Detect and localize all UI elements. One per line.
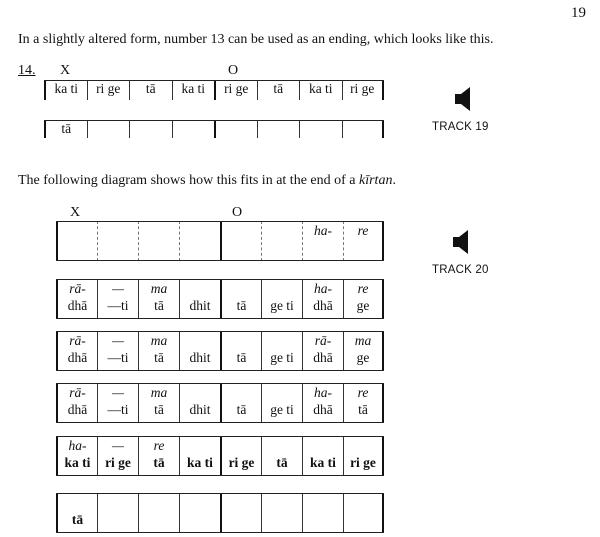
following-text: The following diagram shows how this fits in at the end of a bbox=[18, 173, 359, 188]
lyric-syllable: rā- bbox=[314, 333, 332, 348]
drum-syllable: ri ge bbox=[228, 455, 255, 470]
lyric-syllable: re bbox=[153, 438, 165, 453]
syllable: tā bbox=[273, 81, 284, 96]
grid-cell bbox=[56, 436, 97, 476]
grid-cell bbox=[172, 120, 215, 138]
grid-cell bbox=[97, 436, 138, 476]
grid-cell bbox=[97, 493, 138, 533]
grid-cell bbox=[97, 221, 138, 261]
lyric-syllable: rā- bbox=[69, 281, 86, 296]
grid-top-line bbox=[56, 436, 384, 437]
drum-syllable: dhā bbox=[313, 298, 333, 313]
diagram-o-mark: O bbox=[232, 205, 243, 220]
grid-cell bbox=[220, 493, 261, 533]
syllable: ri ge bbox=[224, 81, 249, 96]
grid-cell bbox=[172, 80, 215, 100]
grid-cell bbox=[302, 493, 343, 533]
drum-syllable: ri ge bbox=[105, 455, 131, 470]
drum-syllable: ka ti bbox=[187, 455, 213, 470]
grid-cell bbox=[302, 436, 343, 476]
lyric-syllable: rā- bbox=[69, 385, 86, 400]
grid-top-line bbox=[56, 383, 384, 384]
diagram-x-mark: X bbox=[70, 205, 81, 220]
grid-bottom-line bbox=[56, 422, 384, 423]
o-mark: O bbox=[228, 63, 239, 78]
speaker-icon[interactable] bbox=[454, 86, 472, 112]
x-mark: X bbox=[60, 63, 71, 78]
grid-cell bbox=[138, 331, 179, 371]
grid-cell bbox=[56, 221, 97, 261]
grid-cell bbox=[220, 383, 261, 423]
drum-syllable: tā bbox=[154, 298, 164, 313]
grid-bottom-line bbox=[56, 260, 384, 261]
grid-cell bbox=[261, 221, 302, 261]
grid-cell bbox=[56, 493, 97, 533]
lyric-syllable: ha- bbox=[314, 223, 332, 238]
grid-cell bbox=[302, 279, 343, 319]
grid-cell bbox=[261, 331, 302, 371]
track-20-label: TRACK 20 bbox=[432, 264, 489, 276]
grid-cell bbox=[220, 221, 261, 261]
drum-syllable: dhā bbox=[67, 350, 88, 365]
syllable: ka ti bbox=[181, 81, 206, 96]
lyric-syllable: ma bbox=[150, 281, 168, 296]
lyric-syllable: re bbox=[357, 281, 369, 296]
grid-bottom-line bbox=[56, 475, 384, 476]
grid-cell bbox=[179, 221, 220, 261]
grid-cell bbox=[343, 493, 384, 533]
syllable: ri ge bbox=[96, 81, 121, 96]
drum-syllable: tā bbox=[358, 402, 368, 417]
lyric-syllable: ma bbox=[354, 333, 372, 348]
drum-syllable: dhā bbox=[67, 402, 88, 417]
kirtan-term: kīrtan bbox=[359, 173, 393, 188]
grid-cell bbox=[179, 331, 220, 371]
grid-cell bbox=[179, 383, 220, 423]
grid-cell bbox=[44, 80, 87, 100]
lyric-syllable: re bbox=[357, 223, 369, 238]
drum-syllable: dhā bbox=[313, 350, 333, 365]
grid-bottom-line bbox=[56, 370, 384, 371]
grid-cell bbox=[129, 120, 172, 138]
example-number: 14. bbox=[18, 63, 36, 78]
drum-syllable: dhā bbox=[313, 402, 333, 417]
grid-cell bbox=[257, 80, 300, 100]
drum-syllable: —ti bbox=[107, 402, 129, 417]
syllable: ri ge bbox=[350, 81, 375, 96]
grid-cell bbox=[97, 383, 138, 423]
following-text-end: . bbox=[392, 173, 396, 188]
drum-syllable: —ti bbox=[107, 298, 129, 313]
lyric-syllable: ma bbox=[150, 385, 168, 400]
drum-syllable: ge ti bbox=[270, 402, 294, 417]
page-number: 19 bbox=[571, 5, 586, 21]
diagram-row bbox=[56, 493, 384, 533]
drum-syllable: tā bbox=[236, 298, 247, 313]
diagram-row bbox=[56, 279, 384, 319]
grid-cell bbox=[342, 120, 385, 138]
grid-cell bbox=[220, 331, 261, 371]
lyric-syllable: — bbox=[111, 438, 124, 453]
intro-paragraph: In a slightly altered form, number 13 can be used as an ending, which looks like this. bbox=[18, 32, 494, 47]
grid-cell bbox=[97, 331, 138, 371]
grid-cell bbox=[138, 221, 179, 261]
grid-cell bbox=[129, 80, 172, 100]
lyric-syllable: ma bbox=[150, 333, 168, 348]
diagram-row bbox=[56, 221, 384, 261]
grid-cell bbox=[44, 120, 87, 138]
syllable: ka ti bbox=[54, 81, 79, 96]
grid-cell bbox=[220, 279, 261, 319]
example-row-1 bbox=[44, 80, 384, 100]
grid-bottom-line bbox=[56, 532, 384, 533]
drum-syllable: tā bbox=[153, 455, 165, 470]
grid-cell bbox=[214, 120, 257, 138]
drum-syllable: dhit bbox=[189, 402, 211, 417]
grid-top-line bbox=[56, 331, 384, 332]
grid-cell bbox=[214, 80, 257, 100]
lyric-syllable: re bbox=[357, 385, 369, 400]
grid-cell bbox=[56, 331, 97, 371]
drum-syllable: tā bbox=[276, 455, 288, 470]
grid-top-line bbox=[44, 120, 384, 121]
drum-syllable: —ti bbox=[107, 350, 129, 365]
syllable: tā bbox=[145, 81, 156, 96]
grid-cell bbox=[179, 493, 220, 533]
drum-syllable: dhā bbox=[67, 298, 88, 313]
grid-cell bbox=[302, 331, 343, 371]
grid-top-line bbox=[44, 80, 384, 81]
grid-cell bbox=[302, 383, 343, 423]
grid-bottom-line bbox=[56, 318, 384, 319]
grid-cell bbox=[138, 383, 179, 423]
lyric-syllable: ha- bbox=[314, 281, 332, 296]
lyric-syllable: rā- bbox=[69, 333, 86, 348]
drum-syllable: ka ti bbox=[64, 455, 91, 470]
grid-cell bbox=[343, 331, 384, 371]
drum-syllable: ri ge bbox=[350, 455, 376, 470]
grid-cell bbox=[138, 436, 179, 476]
grid-cell bbox=[220, 436, 261, 476]
grid-cell bbox=[261, 279, 302, 319]
example-row-2 bbox=[44, 120, 384, 138]
drum-syllable: tā bbox=[236, 350, 247, 365]
grid-cell bbox=[56, 279, 97, 319]
grid-cell bbox=[343, 436, 384, 476]
diagram-row bbox=[56, 436, 384, 476]
drum-syllable: ge ti bbox=[270, 298, 294, 313]
grid-cell bbox=[261, 383, 302, 423]
diagram-row bbox=[56, 383, 384, 423]
track-19-label: TRACK 19 bbox=[432, 121, 489, 133]
diagram-row bbox=[56, 331, 384, 371]
grid-cell bbox=[342, 80, 385, 100]
drum-syllable: ge ti bbox=[270, 350, 294, 365]
lyric-syllable: ha- bbox=[68, 438, 87, 453]
drum-syllable: dhit bbox=[189, 298, 211, 313]
grid-cell bbox=[302, 221, 343, 261]
grid-cell bbox=[343, 279, 384, 319]
grid-cell bbox=[87, 80, 130, 100]
lyric-syllable: — bbox=[111, 385, 124, 400]
grid-cell bbox=[261, 436, 302, 476]
speaker-icon[interactable] bbox=[452, 229, 470, 255]
drum-syllable: tā bbox=[154, 350, 164, 365]
grid-cell bbox=[179, 279, 220, 319]
drum-syllable: dhit bbox=[189, 350, 211, 365]
drum-syllable: tā bbox=[236, 402, 247, 417]
drum-syllable: ka ti bbox=[310, 455, 336, 470]
lyric-syllable: — bbox=[111, 281, 124, 296]
grid-cell bbox=[343, 221, 384, 261]
drum-syllable: ge bbox=[356, 350, 370, 365]
syllable: tā bbox=[61, 121, 72, 136]
grid-cell bbox=[97, 279, 138, 319]
grid-cell bbox=[299, 80, 342, 100]
grid-cell bbox=[138, 279, 179, 319]
grid-cell bbox=[87, 120, 130, 138]
grid-cell bbox=[343, 383, 384, 423]
drum-syllable: tā bbox=[71, 512, 84, 527]
grid-cell bbox=[179, 436, 220, 476]
syllable: ka ti bbox=[308, 81, 333, 96]
lyric-syllable: ha- bbox=[314, 385, 332, 400]
drum-syllable: tā bbox=[154, 402, 164, 417]
grid-cell bbox=[299, 120, 342, 138]
grid-cell bbox=[138, 493, 179, 533]
drum-syllable: ge bbox=[356, 298, 370, 313]
grid-top-line bbox=[56, 493, 384, 494]
grid-top-line bbox=[56, 279, 384, 280]
grid-cell bbox=[257, 120, 300, 138]
grid-cell bbox=[56, 383, 97, 423]
lyric-syllable: — bbox=[111, 333, 124, 348]
following-paragraph bbox=[18, 173, 396, 189]
grid-top-line bbox=[56, 221, 384, 222]
grid-cell bbox=[261, 493, 302, 533]
